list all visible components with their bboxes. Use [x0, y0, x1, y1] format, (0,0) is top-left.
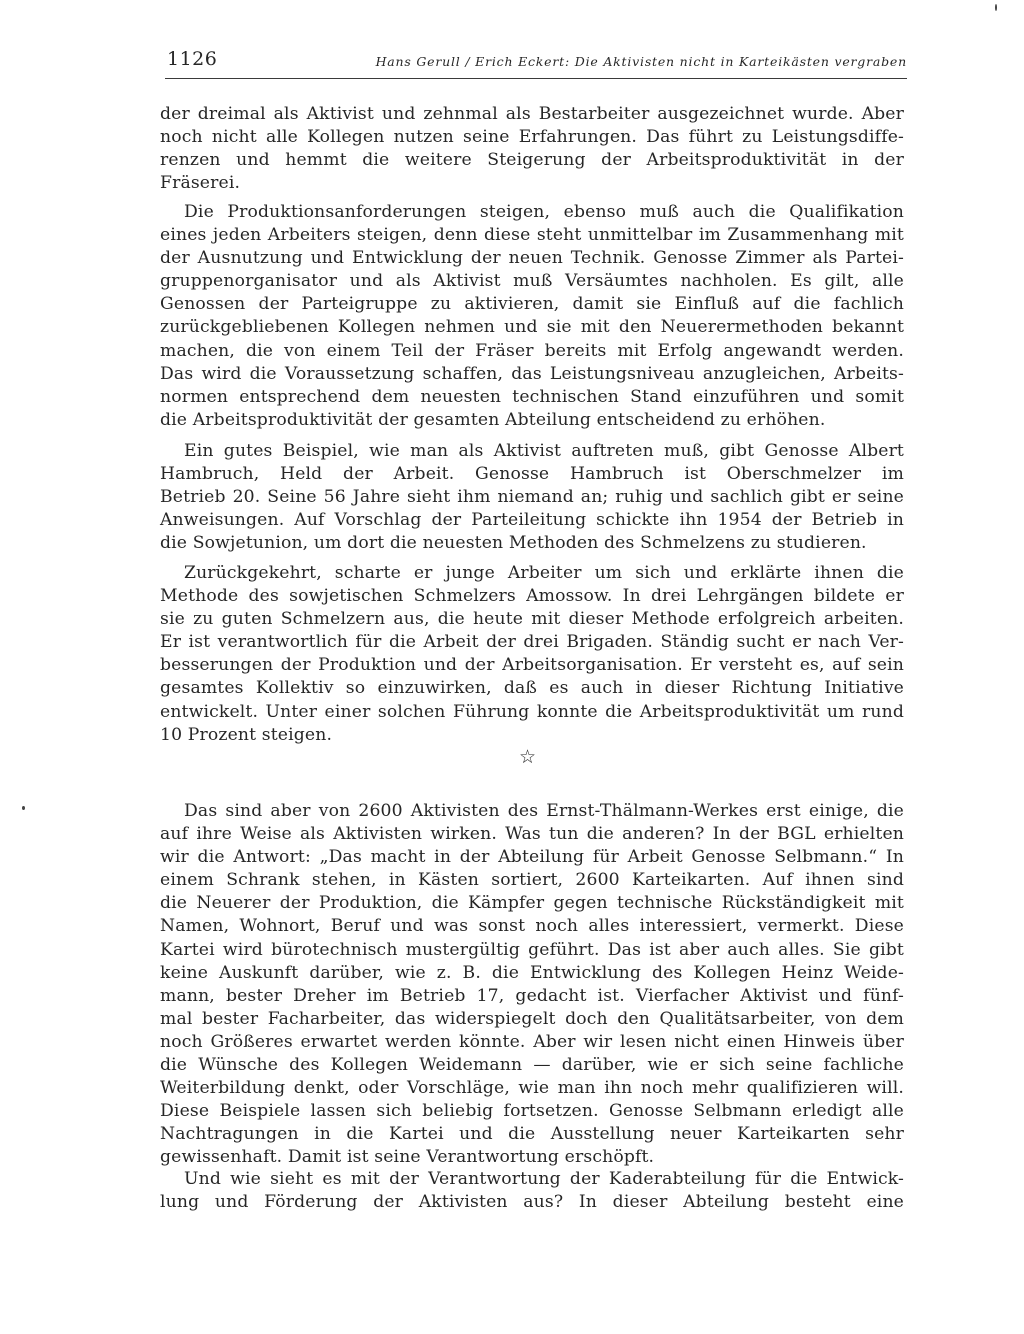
- text-line: eines jeden Arbeiters steigen, denn diese steht unmittelbar im Zusammenhang mit: [160, 225, 904, 246]
- text-line: machen, die von einem Teil der Fräser bereits mit Erfolg angewandt werden.: [160, 340, 904, 361]
- text-line: 10 Prozent steigen.: [160, 724, 333, 745]
- text-line: mann, bester Dreher im Betrieb 17, gedacht ist. Vierfacher Aktivist und fünf-: [160, 985, 904, 1006]
- text-line: noch Größeres erwartet werden könnte. Aber wir lesen nicht einen Hinweis über: [160, 1031, 904, 1052]
- text-line: Das wird die Voraussetzung schaffen, das Leistungsniveau anzugleichen, Arbeits-: [160, 363, 904, 384]
- text-line: wir die Antwort: „Das macht in der Abteilung für Arbeit Genosse Selbmann.“ In: [160, 847, 904, 868]
- text-line: die Neuerer der Produktion, die Kämpfer gegen technische Rückständigkeit mit: [160, 893, 904, 914]
- paragraph-1: [160, 103, 904, 195]
- text-line: die Wünsche des Kollegen Weidemann — darüber, wie er sich seine fachliche: [160, 1055, 904, 1076]
- text-line: einem Schrank stehen, in Kästen sortiert, 2600 Karteikarten. Auf ihnen sind: [160, 870, 904, 891]
- running-head: Hans Gerull / Erich Eckert: Die Aktivisten nicht in Karteikästen vergraben: [375, 54, 907, 69]
- scan-speck: [995, 4, 997, 11]
- page-number: 1126: [167, 48, 218, 70]
- text-line: zurückgebliebenen Kollegen nehmen und sie mit den Neuerermethoden bekannt: [160, 317, 904, 338]
- text-line: Er ist verantwortlich für die Arbeit der drei Brigaden. Ständig sucht er nach Ver-: [160, 632, 904, 653]
- text-line: die Sowjetunion, um dort die neuesten Methoden des Schmelzens zu studieren.: [160, 533, 867, 554]
- text-line: Nachtragungen in die Kartei und die Ausstellung neuer Karteikarten sehr: [160, 1124, 904, 1145]
- text-line: lung und Förderung der Aktivisten aus? In dieser Abteilung besteht eine: [160, 1192, 904, 1213]
- text-line: die Arbeitsproduktivität der gesamten Abteilung entscheidend zu erhöhen.: [160, 409, 826, 430]
- page-header: [165, 44, 907, 79]
- text-line: Die Produktionsanforderungen steigen, ebenso muß auch die Qualifikation: [184, 202, 904, 222]
- text-line: Diese Beispiele lassen sich beliebig fortsetzen. Genosse Selbmann erledigt alle: [160, 1101, 904, 1122]
- text-line: Weiterbildung denkt, oder Vorschläge, wie man ihn noch mehr qualifizieren will.: [160, 1078, 904, 1099]
- section-separator-star-icon: ☆: [519, 746, 537, 768]
- text-line: auf ihre Weise als Aktivisten wirken. Was tun die anderen? In der BGL erhielten: [160, 824, 904, 845]
- text-line: gruppenorganisator und als Aktivist muß Versäumtes nachholen. Es gilt, alle: [160, 271, 904, 292]
- text-line: Und wie sieht es mit der Verantwortung der Kaderabteilung für die Entwick-: [184, 1169, 904, 1189]
- text-line: sie zu guten Schmelzern aus, die heute mit dieser Methode erfolgreich arbeiten.: [160, 609, 904, 630]
- text-line: gewissenhaft. Damit ist seine Verantwortung erschöpft.: [160, 1147, 655, 1168]
- paragraph-3: [160, 440, 904, 555]
- text-line: gesamtes Kollektiv so einzuwirken, daß es auch in dieser Richtung Initiative: [160, 678, 904, 699]
- text-line: der dreimal als Aktivist und zehnmal als Bestarbeiter ausgezeichnet wurde. Aber: [160, 104, 904, 124]
- text-line: Kartei wird bürotechnisch mustergültig geführt. Das ist aber auch alles. Sie gibt: [160, 939, 904, 960]
- text-line: mal bester Facharbeiter, das widerspiegelt doch den Qualitätsarbeiter, von dem: [160, 1008, 904, 1029]
- text-line: Namen, Wohnort, Beruf und was sonst noch alles interessiert, vermerkt. Diese: [160, 916, 904, 937]
- paragraph-4: [160, 562, 904, 747]
- paragraph-6: [160, 1168, 904, 1214]
- text-line: Hambruch, Held der Arbeit. Genosse Hambruch ist Oberschmelzer im: [160, 464, 904, 485]
- paragraph-5: [160, 800, 904, 1170]
- paragraph-2: [160, 201, 904, 432]
- text-line: noch nicht alle Kollegen nutzen seine Erfahrungen. Das führt zu Leistungsdiffe-: [160, 127, 904, 148]
- text-line: Das sind aber von 2600 Aktivisten des Ernst-Thälmann-Werkes erst einige, die: [184, 801, 904, 821]
- text-line: normen entsprechend dem neuesten technischen Stand einzuführen und somit: [160, 386, 904, 407]
- text-line: Fräserei.: [160, 173, 241, 194]
- text-line: Anweisungen. Auf Vorschlag der Parteileitung schickte ihn 1954 der Betrieb in: [160, 510, 904, 531]
- scan-speck: [22, 806, 25, 810]
- text-line: der Ausnutzung und Entwicklung der neuen Technik. Genosse Zimmer als Partei-: [160, 248, 904, 269]
- text-line: besserungen der Produktion und der Arbeitsorganisation. Er versteht es, auf sein: [160, 655, 904, 676]
- text-line: Methode des sowjetischen Schmelzers Amossow. In drei Lehrgängen bildete er: [160, 586, 904, 607]
- text-line: Betrieb 20. Seine 56 Jahre sieht ihm niemand an; ruhig und sachlich gibt er seine: [160, 487, 904, 508]
- text-line: Genossen der Parteigruppe zu aktivieren, damit sie Einfluß auf die fachlich: [160, 294, 904, 315]
- text-line: renzen und hemmt die weitere Steigerung der Arbeitsproduktivität in der: [160, 150, 904, 171]
- text-line: Ein gutes Beispiel, wie man als Aktivist auftreten muß, gibt Genosse Albert: [184, 441, 904, 461]
- text-line: Zurückgekehrt, scharte er junge Arbeiter um sich und erklärte ihnen die: [184, 563, 904, 583]
- text-line: keine Auskunft darüber, wie z. B. die Entwicklung des Kollegen Heinz Weide-: [160, 962, 904, 983]
- text-line: entwickelt. Unter einer solchen Führung konnte die Arbeitsproduktivität um rund: [160, 701, 904, 722]
